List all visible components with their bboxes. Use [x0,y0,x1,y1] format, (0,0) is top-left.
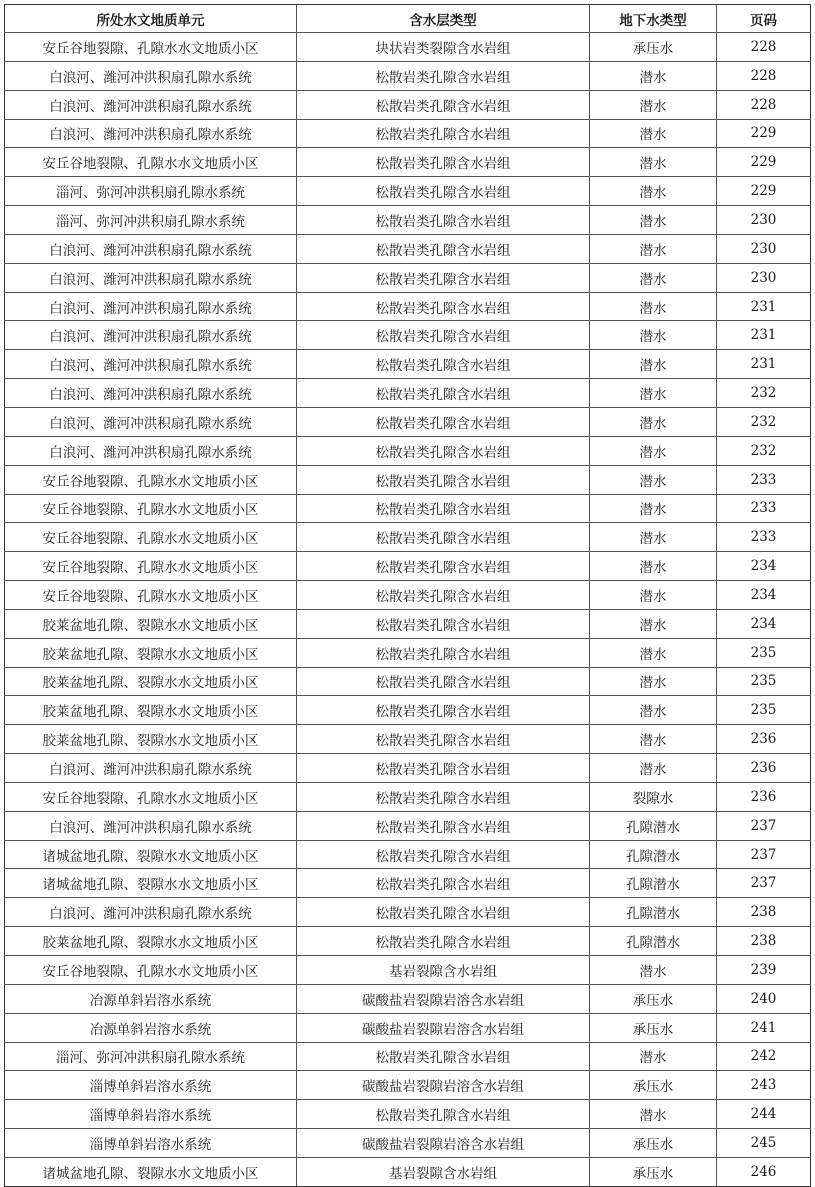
cell-aquifer-type: 松散岩类孔隙含水岩组 [297,782,590,811]
cell-aquifer-type: 基岩裂隙含水岩组 [297,1157,590,1186]
cell-hydro-unit: 白浪河、潍河冲洪积扇孔隙水系统 [5,321,297,350]
cell-aquifer-type: 碳酸盐岩裂隙岩溶含水岩组 [297,1129,590,1158]
table-row [5,263,811,292]
cell-aquifer-type: 松散岩类孔隙含水岩组 [297,523,590,552]
cell-aquifer-type: 松散岩类孔隙含水岩组 [297,869,590,898]
table-row [5,984,811,1013]
cell-groundwater-type: 潜水 [590,407,717,436]
table-row [5,292,811,321]
table-row [5,782,811,811]
cell-page-number: 235 [717,696,811,725]
cell-aquifer-type: 松散岩类孔隙含水岩组 [297,581,590,610]
cell-aquifer-type: 松散岩类孔隙含水岩组 [297,379,590,408]
cell-aquifer-type: 松散岩类孔隙含水岩组 [297,494,590,523]
cell-aquifer-type: 松散岩类孔隙含水岩组 [297,407,590,436]
table-row [5,234,811,263]
cell-aquifer-type: 松散岩类孔隙含水岩组 [297,350,590,379]
cell-hydro-unit: 诸城盆地孔隙、裂隙水水文地质小区 [5,869,297,898]
cell-page-number: 228 [717,90,811,119]
cell-groundwater-type: 潜水 [590,638,717,667]
cell-groundwater-type: 潜水 [590,725,717,754]
cell-groundwater-type: 承压水 [590,33,717,62]
table-row [5,321,811,350]
cell-page-number: 233 [717,494,811,523]
cell-page-number: 232 [717,407,811,436]
cell-aquifer-type: 松散岩类孔隙含水岩组 [297,263,590,292]
cell-hydro-unit: 安丘谷地裂隙、孔隙水水文地质小区 [5,33,297,62]
cell-hydro-unit: 安丘谷地裂隙、孔隙水水文地质小区 [5,956,297,985]
cell-groundwater-type: 孔隙潜水 [590,927,717,956]
cell-aquifer-type: 松散岩类孔隙含水岩组 [297,292,590,321]
cell-groundwater-type: 孔隙潜水 [590,811,717,840]
table-body [5,33,811,1187]
cell-groundwater-type: 潜水 [590,754,717,783]
cell-aquifer-type: 松散岩类孔隙含水岩组 [297,927,590,956]
cell-hydro-unit: 白浪河、潍河冲洪积扇孔隙水系统 [5,754,297,783]
cell-page-number: 236 [717,725,811,754]
cell-aquifer-type: 松散岩类孔隙含水岩组 [297,148,590,177]
cell-hydro-unit: 胶莱盆地孔隙、裂隙水水文地质小区 [5,667,297,696]
table-row [5,33,811,62]
cell-aquifer-type: 基岩裂隙含水岩组 [297,956,590,985]
cell-hydro-unit: 淄河、弥河冲洪积扇孔隙水系统 [5,177,297,206]
table-row [5,1157,811,1186]
cell-hydro-unit: 白浪河、潍河冲洪积扇孔隙水系统 [5,90,297,119]
cell-page-number: 241 [717,1013,811,1042]
cell-groundwater-type: 潜水 [590,523,717,552]
cell-page-number: 245 [717,1129,811,1158]
cell-aquifer-type: 碳酸盐岩裂隙岩溶含水岩组 [297,1013,590,1042]
cell-page-number: 235 [717,667,811,696]
cell-hydro-unit: 淄博单斜岩溶水系统 [5,1071,297,1100]
table-row [5,177,811,206]
cell-groundwater-type: 潜水 [590,61,717,90]
cell-hydro-unit: 胶莱盆地孔隙、裂隙水水文地质小区 [5,609,297,638]
cell-groundwater-type: 裂隙水 [590,782,717,811]
table-row [5,840,811,869]
cell-aquifer-type: 松散岩类孔隙含水岩组 [297,696,590,725]
table-row [5,436,811,465]
cell-hydro-unit: 安丘谷地裂隙、孔隙水水文地质小区 [5,581,297,610]
cell-groundwater-type: 潜水 [590,119,717,148]
table-row [5,898,811,927]
table-row [5,667,811,696]
table-row [5,1042,811,1071]
table-row [5,90,811,119]
cell-hydro-unit: 安丘谷地裂隙、孔隙水水文地质小区 [5,552,297,581]
cell-page-number: 229 [717,148,811,177]
cell-aquifer-type: 松散岩类孔隙含水岩组 [297,667,590,696]
cell-groundwater-type: 潜水 [590,436,717,465]
table-row [5,1013,811,1042]
cell-page-number: 228 [717,33,811,62]
table-header [5,5,811,33]
cell-hydro-unit: 白浪河、潍河冲洪积扇孔隙水系统 [5,234,297,263]
cell-groundwater-type: 潜水 [590,206,717,235]
cell-hydro-unit: 白浪河、潍河冲洪积扇孔隙水系统 [5,350,297,379]
table-row [5,927,811,956]
cell-page-number: 242 [717,1042,811,1071]
cell-groundwater-type: 潜水 [590,667,717,696]
table-row [5,609,811,638]
cell-page-number: 234 [717,581,811,610]
cell-hydro-unit: 胶莱盆地孔隙、裂隙水水文地质小区 [5,927,297,956]
header-page-number: 页码 [717,5,811,33]
cell-groundwater-type: 潜水 [590,1042,717,1071]
table-row [5,811,811,840]
cell-groundwater-type: 承压水 [590,1157,717,1186]
cell-groundwater-type: 承压水 [590,984,717,1013]
table-row [5,581,811,610]
cell-hydro-unit: 安丘谷地裂隙、孔隙水水文地质小区 [5,523,297,552]
cell-aquifer-type: 松散岩类孔隙含水岩组 [297,811,590,840]
table-row [5,1129,811,1158]
cell-hydro-unit: 胶莱盆地孔隙、裂隙水水文地质小区 [5,696,297,725]
cell-aquifer-type: 松散岩类孔隙含水岩组 [297,436,590,465]
cell-aquifer-type: 块状岩类裂隙含水岩组 [297,33,590,62]
cell-aquifer-type: 松散岩类孔隙含水岩组 [297,61,590,90]
cell-page-number: 237 [717,840,811,869]
table-row [5,465,811,494]
cell-aquifer-type: 松散岩类孔隙含水岩组 [297,1042,590,1071]
cell-page-number: 234 [717,609,811,638]
table-row [5,638,811,667]
cell-groundwater-type: 承压水 [590,1129,717,1158]
cell-hydro-unit: 白浪河、潍河冲洪积扇孔隙水系统 [5,119,297,148]
cell-page-number: 231 [717,292,811,321]
cell-aquifer-type: 松散岩类孔隙含水岩组 [297,609,590,638]
hydrogeology-table [4,4,811,1187]
cell-groundwater-type: 潜水 [590,956,717,985]
header-aquifer-type: 含水层类型 [297,5,590,33]
table-row [5,494,811,523]
table-row [5,552,811,581]
cell-aquifer-type: 松散岩类孔隙含水岩组 [297,898,590,927]
cell-groundwater-type: 潜水 [590,177,717,206]
cell-aquifer-type: 松散岩类孔隙含水岩组 [297,1100,590,1129]
cell-hydro-unit: 白浪河、潍河冲洪积扇孔隙水系统 [5,407,297,436]
cell-page-number: 228 [717,61,811,90]
cell-page-number: 229 [717,119,811,148]
cell-hydro-unit: 胶莱盆地孔隙、裂隙水水文地质小区 [5,725,297,754]
cell-aquifer-type: 碳酸盐岩裂隙岩溶含水岩组 [297,1071,590,1100]
cell-aquifer-type: 松散岩类孔隙含水岩组 [297,552,590,581]
cell-groundwater-type: 承压水 [590,1013,717,1042]
table-row [5,350,811,379]
cell-groundwater-type: 孔隙潜水 [590,869,717,898]
table-row [5,696,811,725]
cell-page-number: 234 [717,552,811,581]
cell-groundwater-type: 承压水 [590,1071,717,1100]
cell-hydro-unit: 安丘谷地裂隙、孔隙水水文地质小区 [5,782,297,811]
cell-hydro-unit: 诸城盆地孔隙、裂隙水水文地质小区 [5,840,297,869]
cell-hydro-unit: 安丘谷地裂隙、孔隙水水文地质小区 [5,465,297,494]
cell-groundwater-type: 潜水 [590,234,717,263]
table-row [5,206,811,235]
cell-hydro-unit: 淄河、弥河冲洪积扇孔隙水系统 [5,206,297,235]
cell-page-number: 243 [717,1071,811,1100]
cell-page-number: 233 [717,523,811,552]
cell-page-number: 230 [717,234,811,263]
cell-groundwater-type: 潜水 [590,148,717,177]
table-row [5,119,811,148]
cell-hydro-unit: 诸城盆地孔隙、裂隙水水文地质小区 [5,1157,297,1186]
cell-groundwater-type: 潜水 [590,90,717,119]
cell-page-number: 235 [717,638,811,667]
cell-page-number: 231 [717,350,811,379]
cell-aquifer-type: 松散岩类孔隙含水岩组 [297,754,590,783]
cell-groundwater-type: 潜水 [590,552,717,581]
cell-page-number: 229 [717,177,811,206]
cell-aquifer-type: 松散岩类孔隙含水岩组 [297,90,590,119]
cell-groundwater-type: 潜水 [590,263,717,292]
cell-aquifer-type: 松散岩类孔隙含水岩组 [297,840,590,869]
cell-aquifer-type: 碳酸盐岩裂隙岩溶含水岩组 [297,984,590,1013]
cell-page-number: 233 [717,465,811,494]
table-row [5,1071,811,1100]
cell-hydro-unit: 白浪河、潍河冲洪积扇孔隙水系统 [5,898,297,927]
cell-hydro-unit: 白浪河、潍河冲洪积扇孔隙水系统 [5,292,297,321]
cell-groundwater-type: 潜水 [590,609,717,638]
cell-hydro-unit: 白浪河、潍河冲洪积扇孔隙水系统 [5,61,297,90]
cell-page-number: 240 [717,984,811,1013]
cell-groundwater-type: 潜水 [590,696,717,725]
cell-aquifer-type: 松散岩类孔隙含水岩组 [297,465,590,494]
header-hydro-unit: 所处水文地质单元 [5,5,297,33]
cell-hydro-unit: 白浪河、潍河冲洪积扇孔隙水系统 [5,811,297,840]
cell-page-number: 238 [717,927,811,956]
cell-page-number: 246 [717,1157,811,1186]
cell-hydro-unit: 安丘谷地裂隙、孔隙水水文地质小区 [5,148,297,177]
table-row [5,523,811,552]
header-row [5,5,811,33]
cell-groundwater-type: 潜水 [590,292,717,321]
cell-aquifer-type: 松散岩类孔隙含水岩组 [297,234,590,263]
cell-page-number: 231 [717,321,811,350]
cell-aquifer-type: 松散岩类孔隙含水岩组 [297,321,590,350]
cell-hydro-unit: 安丘谷地裂隙、孔隙水水文地质小区 [5,494,297,523]
cell-page-number: 232 [717,436,811,465]
table-row [5,754,811,783]
cell-hydro-unit: 冶源单斜岩溶水系统 [5,1013,297,1042]
cell-hydro-unit: 白浪河、潍河冲洪积扇孔隙水系统 [5,263,297,292]
cell-groundwater-type: 孔隙潜水 [590,898,717,927]
cell-page-number: 230 [717,206,811,235]
table-row [5,61,811,90]
table-row [5,1100,811,1129]
cell-hydro-unit: 淄博单斜岩溶水系统 [5,1100,297,1129]
cell-hydro-unit: 胶莱盆地孔隙、裂隙水水文地质小区 [5,638,297,667]
cell-hydro-unit: 白浪河、潍河冲洪积扇孔隙水系统 [5,379,297,408]
table-row [5,725,811,754]
cell-hydro-unit: 淄河、弥河冲洪积扇孔隙水系统 [5,1042,297,1071]
table-row [5,148,811,177]
cell-aquifer-type: 松散岩类孔隙含水岩组 [297,725,590,754]
cell-page-number: 230 [717,263,811,292]
cell-hydro-unit: 冶源单斜岩溶水系统 [5,984,297,1013]
cell-page-number: 239 [717,956,811,985]
table-row [5,869,811,898]
cell-groundwater-type: 潜水 [590,321,717,350]
cell-hydro-unit: 白浪河、潍河冲洪积扇孔隙水系统 [5,436,297,465]
cell-page-number: 238 [717,898,811,927]
cell-aquifer-type: 松散岩类孔隙含水岩组 [297,638,590,667]
cell-page-number: 232 [717,379,811,408]
cell-groundwater-type: 潜水 [590,581,717,610]
cell-page-number: 236 [717,754,811,783]
header-groundwater-type: 地下水类型 [590,5,717,33]
cell-page-number: 244 [717,1100,811,1129]
cell-groundwater-type: 潜水 [590,379,717,408]
cell-page-number: 237 [717,869,811,898]
cell-aquifer-type: 松散岩类孔隙含水岩组 [297,177,590,206]
cell-groundwater-type: 潜水 [590,494,717,523]
cell-groundwater-type: 潜水 [590,465,717,494]
cell-aquifer-type: 松散岩类孔隙含水岩组 [297,119,590,148]
cell-groundwater-type: 潜水 [590,1100,717,1129]
table-row [5,407,811,436]
cell-groundwater-type: 潜水 [590,350,717,379]
cell-page-number: 236 [717,782,811,811]
table-row [5,956,811,985]
cell-page-number: 237 [717,811,811,840]
cell-hydro-unit: 淄博单斜岩溶水系统 [5,1129,297,1158]
cell-aquifer-type: 松散岩类孔隙含水岩组 [297,206,590,235]
table-row [5,379,811,408]
cell-groundwater-type: 孔隙潜水 [590,840,717,869]
